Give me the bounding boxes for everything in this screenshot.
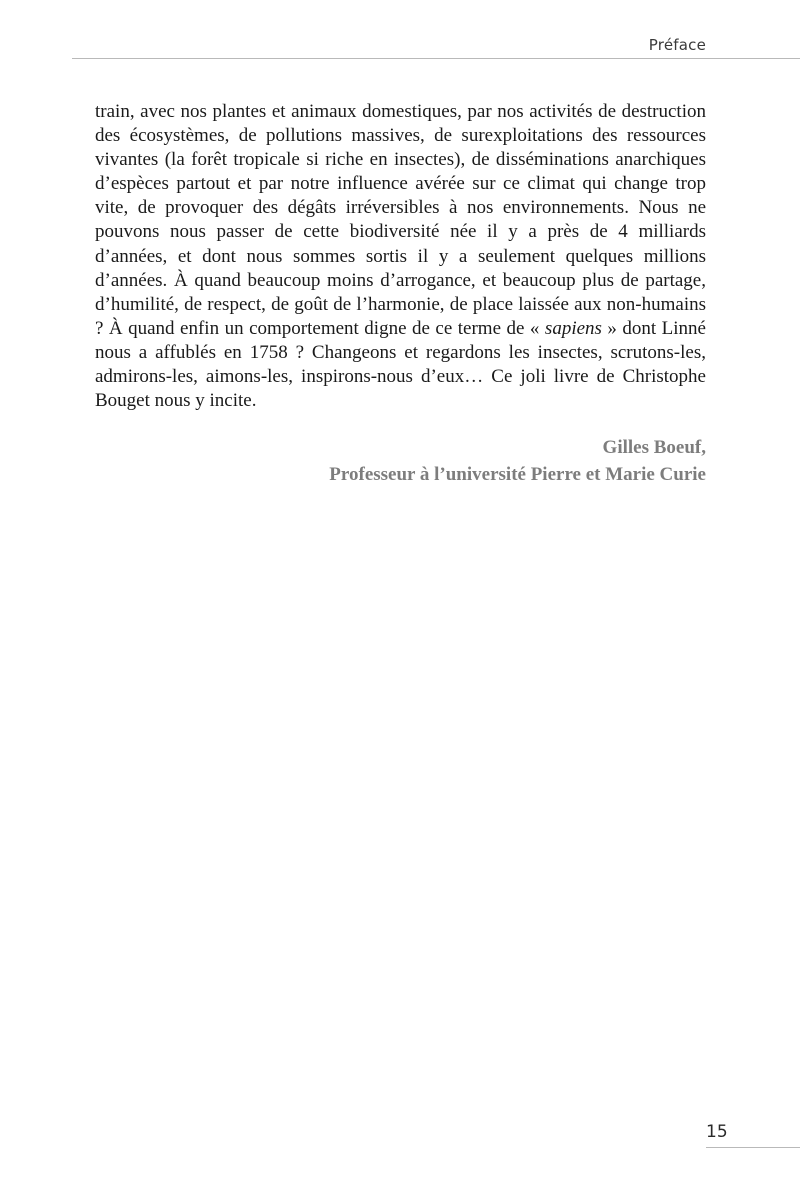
author-name: Gilles Boeuf, <box>602 437 706 458</box>
running-title: Préface <box>648 36 706 54</box>
italic-term: sapiens <box>544 317 602 339</box>
body-text-end: » dont Linné nous a affublés en 1758 ? Changeons et regardons les insectes, scrutons-les, admirons-les, aimons-les, inspirons-nous d’eux… Ce joli livre de Christophe Bouget nous y incite. <box>95 317 706 412</box>
page-number: 15 <box>706 1122 728 1142</box>
body-paragraph <box>95 100 706 413</box>
body-text-start: train, avec nos plantes et animaux domestiques, par nos activités de destruction des écosystèmes, de pollutions massives, de surexploitations des ressources vivantes (la forêt tropicale si riche en insectes), de disséminations anarchiques d’espèces partout et par notre influence avérée sur ce climat qui change trop vite, de provoquer des dégâts irréversibles à nos environnements. Nous ne pouvons nous passer de cette biodiversité née il y a près de 4 milliards d’années, et dont nous sommes sortis il y a seulement quelques millions d’années. À quand beaucoup moins d’arrogance, et beaucoup plus de partage, d’humilité, de respect, de goût de l’harmonie, de place laissée aux non-humains ? À quand enfin un comportement digne de ce terme de « <box>95 101 706 339</box>
header-rule <box>72 58 800 59</box>
author-title: Professeur à l’université Pierre et Marie Curie <box>329 464 706 485</box>
footer-rule <box>706 1147 800 1148</box>
signature-block <box>329 434 706 488</box>
